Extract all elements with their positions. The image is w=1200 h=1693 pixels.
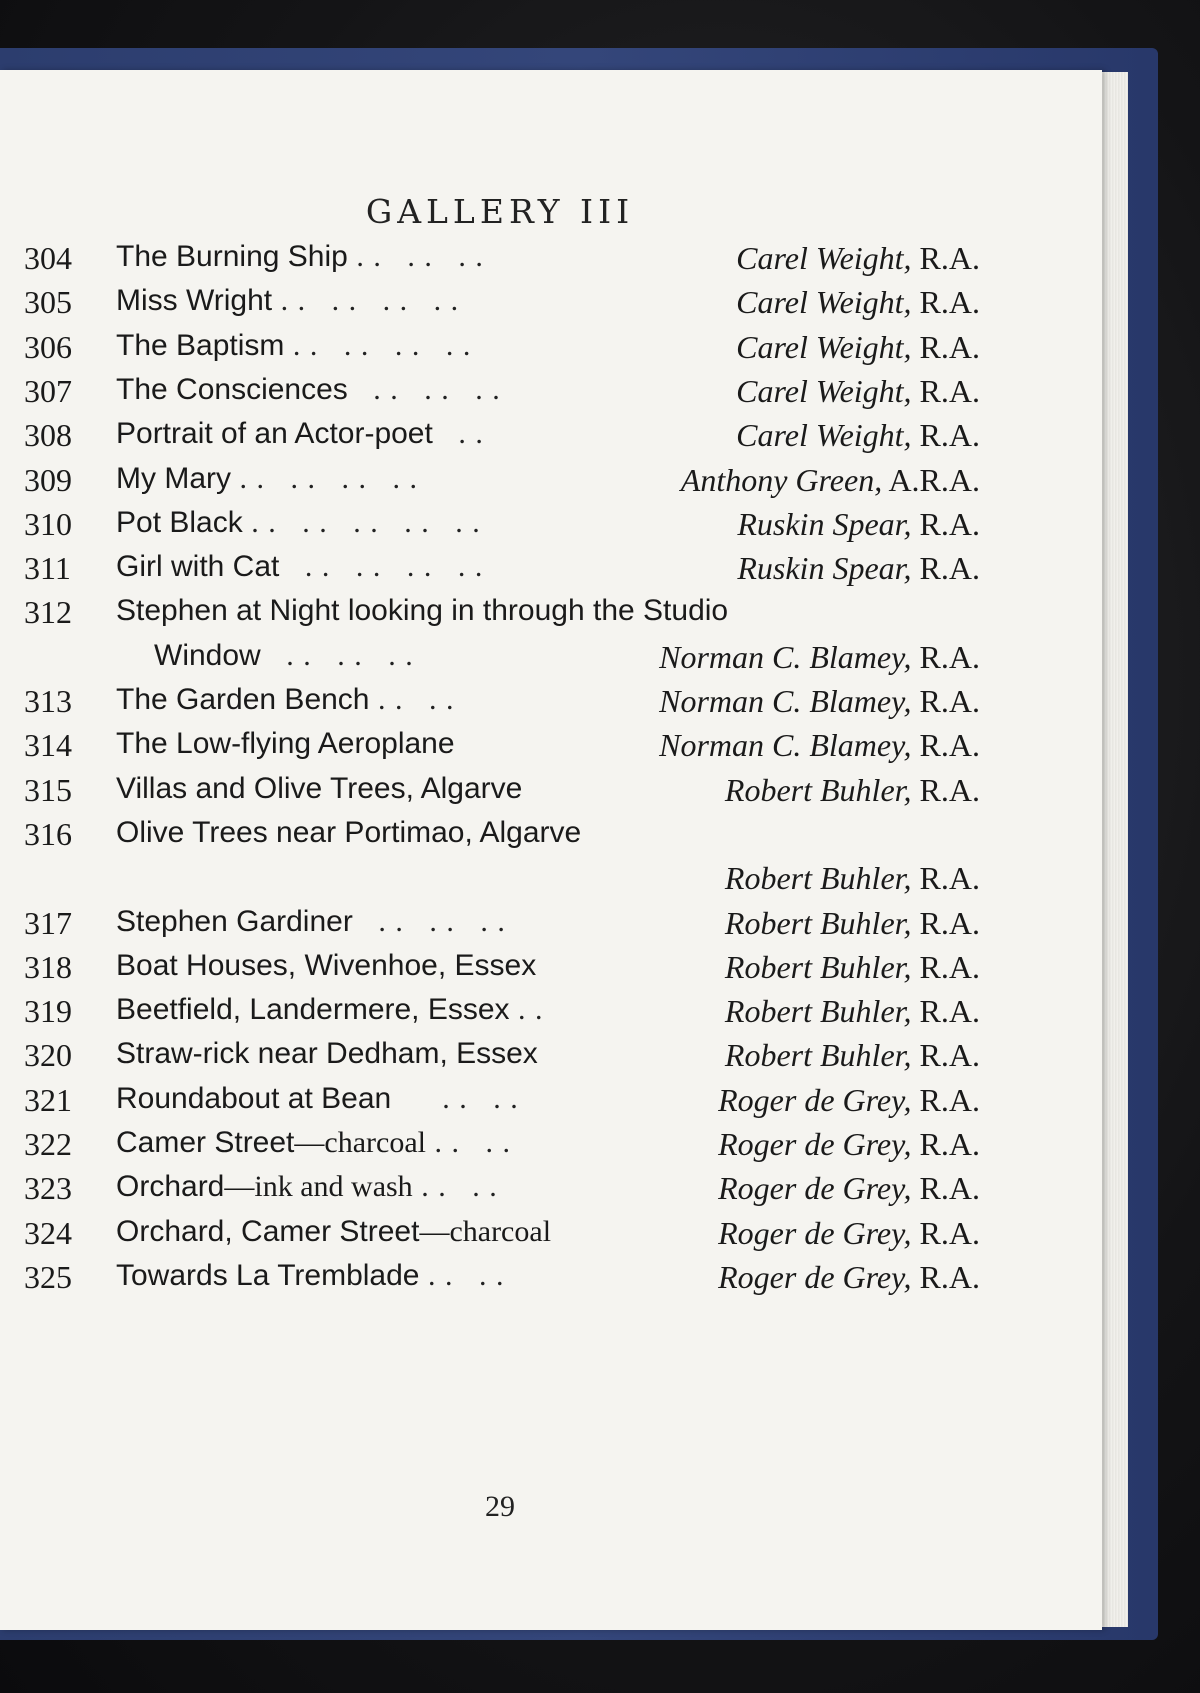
artist-rank: R.A. <box>911 417 980 454</box>
entry-number: 318 <box>24 948 72 985</box>
catalogue-entry <box>0 905 1000 951</box>
entry-number: 316 <box>24 815 72 852</box>
artist-name: Robert Buhler, <box>724 993 912 1030</box>
entry-number: 313 <box>24 683 72 719</box>
entry-number: 320 <box>24 1037 72 1074</box>
catalogue-entry <box>0 462 1000 508</box>
artist-rank: R.A. <box>911 1214 980 1251</box>
artist-rank: R.A. <box>911 328 980 365</box>
catalogue-entry <box>0 550 1000 596</box>
artist-name: Carel Weight, <box>736 284 912 321</box>
entry-title <box>116 506 481 540</box>
entry-number: 307 <box>24 372 72 409</box>
entry-title <box>116 772 522 806</box>
entry-title <box>116 727 455 761</box>
catalogue-entry <box>0 417 1000 463</box>
artist-name: Robert Buhler, <box>724 904 912 941</box>
artist-rank: R.A. <box>911 948 980 985</box>
entry-title-text: The Burning Ship <box>116 240 348 273</box>
entry-number: 312 <box>24 594 72 631</box>
catalogue-page <box>0 70 1102 1630</box>
dot-leader: . . <box>432 417 484 451</box>
entry-title-text: Window <box>154 638 261 672</box>
catalogue-entry <box>0 284 1000 330</box>
catalogue-entry <box>0 373 1000 419</box>
entry-artist <box>725 993 980 1030</box>
entry-artist <box>725 1037 980 1074</box>
entry-title <box>116 594 728 628</box>
entry-title-text: Miss Wright <box>116 284 273 318</box>
entry-title-text: Stephen Gardiner <box>116 904 353 938</box>
entry-number: 317 <box>24 904 72 941</box>
dot-leader: . . . . . . . . . . <box>242 505 481 539</box>
artist-name: Ruskin Spear, <box>737 550 912 587</box>
entry-artist <box>659 639 980 676</box>
artist-name: Carel Weight, <box>736 417 912 454</box>
entry-artist <box>718 1170 980 1207</box>
dot-leader: . . <box>509 993 544 1027</box>
artist-name: Roger de Grey, <box>718 1170 912 1207</box>
artist-rank: R.A. <box>911 1170 980 1207</box>
catalogue-entry <box>0 816 1000 862</box>
entry-title-text: The Garden Bench <box>116 683 370 716</box>
entry-title-text: Villas and Olive Trees, Algarve <box>116 771 523 805</box>
entry-artist <box>736 240 980 277</box>
dot-leader: . . . . <box>419 1258 505 1292</box>
artist-rank: R.A. <box>911 550 980 587</box>
entry-title-text: Towards La Tremblade <box>116 1258 420 1292</box>
artist-rank: R.A. <box>911 1126 980 1162</box>
entry-number: 319 <box>24 993 72 1030</box>
catalogue-entry <box>0 1170 1000 1216</box>
entry-title <box>116 1126 511 1160</box>
artist-name: Roger de Grey, <box>718 1214 912 1251</box>
catalogue-entry <box>0 993 1000 1039</box>
entry-title-text: The Low-flying Aeroplane <box>116 727 455 761</box>
catalogue-entry <box>0 1082 1000 1128</box>
entry-title <box>116 462 418 496</box>
entry-artist <box>736 373 980 410</box>
entry-title-text: Orchard <box>116 1170 225 1204</box>
entry-title-text: Pot Black <box>116 505 243 539</box>
entry-title <box>116 816 581 850</box>
entry-number: 321 <box>24 1081 72 1118</box>
entry-number: 324 <box>24 1214 72 1251</box>
artist-name: Robert Buhler, <box>724 948 912 985</box>
artist-rank: R.A. <box>911 372 980 409</box>
entry-title <box>116 1259 505 1293</box>
entry-artist <box>718 1215 980 1252</box>
entry-title <box>116 949 536 983</box>
entry-title-text: The Consciences <box>116 372 348 406</box>
dot-leader: . . . . . . . . <box>279 550 484 584</box>
entry-title-text: Girl with Cat <box>116 550 280 584</box>
artist-name: Norman C. Blamey, <box>659 727 912 764</box>
artist-name: Ruskin Spear, <box>737 505 912 542</box>
entry-artist <box>737 506 980 543</box>
dot-leader: . . . . . . <box>347 372 501 406</box>
entry-title-text: My Mary <box>116 461 231 495</box>
dot-leader: . . . . . . <box>352 904 506 938</box>
dot-leader: . . . . <box>412 1170 498 1204</box>
entry-title <box>116 683 455 717</box>
dot-leader: . . . . . . . . <box>272 284 460 318</box>
entry-number: 322 <box>24 1126 72 1162</box>
catalogue-entry <box>0 727 1000 773</box>
entry-artist <box>736 417 980 454</box>
artist-name: Norman C. Blamey, <box>659 683 912 719</box>
entry-title-text: Camer Street <box>116 1126 295 1159</box>
artist-name: Roger de Grey, <box>718 1258 912 1295</box>
entry-artist <box>725 949 980 986</box>
catalogue-entry <box>0 860 1000 906</box>
artist-rank: R.A. <box>911 1037 980 1074</box>
artist-rank: R.A. <box>911 727 980 764</box>
dot-leader: . . . . . . . . <box>284 328 472 362</box>
artist-rank: R.A. <box>911 638 980 675</box>
artist-rank: R.A. <box>911 771 980 808</box>
entry-title <box>116 1215 551 1249</box>
entry-title-text: Beetfield, Landermere, Essex <box>116 993 510 1027</box>
catalogue-entry <box>0 772 1000 818</box>
catalogue-entry <box>0 639 1000 685</box>
catalogue-entry <box>0 1259 1000 1305</box>
catalogue-entry <box>0 949 1000 995</box>
artist-rank: R.A. <box>911 240 980 276</box>
entry-artist <box>718 1082 980 1119</box>
artist-rank: A.R.A. <box>882 461 980 498</box>
catalogue-entry <box>0 594 1000 640</box>
entry-medium: —charcoal <box>294 1126 426 1159</box>
gallery-heading: GALLERY III <box>365 192 635 231</box>
entry-number: 306 <box>24 328 72 365</box>
entry-title <box>116 373 501 407</box>
entry-artist <box>725 905 980 942</box>
entry-title <box>116 905 506 939</box>
artist-rank: R.A. <box>911 505 980 542</box>
entry-title <box>116 329 471 363</box>
entry-title <box>116 284 459 318</box>
entry-title-text: Roundabout at Bean <box>116 1081 392 1115</box>
entry-medium: —ink and wash <box>224 1170 413 1204</box>
dot-leader: . . . . . . <box>260 638 414 672</box>
entry-number: 310 <box>24 505 72 542</box>
catalogue-entry <box>0 240 1000 286</box>
entry-title <box>116 417 484 451</box>
entry-title-text: Boat Houses, Wivenhoe, Essex <box>116 948 537 982</box>
entry-title <box>116 1037 538 1071</box>
entry-medium: —charcoal <box>419 1214 552 1248</box>
dot-leader: . . . . . . <box>347 240 484 273</box>
artist-name: Anthony Green, <box>680 461 883 498</box>
artist-name: Roger de Grey, <box>718 1126 912 1162</box>
dot-leader: . . . . <box>369 683 455 716</box>
entry-title-text: Stephen at Night looking in through the Studio <box>116 594 729 628</box>
entry-title <box>116 550 483 584</box>
artist-name: Robert Buhler, <box>724 771 912 808</box>
entry-title <box>116 993 544 1027</box>
entry-number: 305 <box>24 284 72 321</box>
artist-rank: R.A. <box>911 1081 980 1118</box>
entry-artist <box>659 727 980 764</box>
catalogue-entry <box>0 329 1000 375</box>
entry-title-text: The Baptism <box>116 328 285 362</box>
entry-number: 314 <box>24 727 72 764</box>
entry-title-text: Portrait of an Actor-poet <box>116 417 433 451</box>
entry-title <box>116 1170 498 1204</box>
entry-title-text: Straw-rick near Dedham, Essex <box>116 1037 538 1071</box>
entry-artist <box>725 772 980 809</box>
catalogue-entry <box>0 1126 1000 1172</box>
artist-name: Norman C. Blamey, <box>659 638 912 675</box>
entry-number: 304 <box>24 240 72 276</box>
artist-rank: R.A. <box>911 860 980 897</box>
artist-rank: R.A. <box>911 993 980 1030</box>
artist-rank: R.A. <box>911 1258 980 1295</box>
entry-title <box>154 639 414 673</box>
entry-artist <box>736 329 980 366</box>
entry-number: 309 <box>24 461 72 498</box>
entry-number: 315 <box>24 771 72 808</box>
entry-artist <box>718 1259 980 1296</box>
entry-title-text: Orchard, Camer Street <box>116 1214 420 1248</box>
artist-rank: R.A. <box>911 284 980 321</box>
entry-title-text: Olive Trees near Portimao, Algarve <box>116 815 582 849</box>
entry-artist <box>725 860 980 897</box>
entry-number: 311 <box>24 550 71 587</box>
entry-artist <box>736 284 980 321</box>
artist-name: Robert Buhler, <box>724 1037 912 1074</box>
entry-title <box>116 1082 519 1116</box>
catalogue-entry <box>0 1037 1000 1083</box>
dot-leader: . . . . <box>425 1126 511 1159</box>
artist-name: Carel Weight, <box>736 328 912 365</box>
dot-leader: . . . . <box>391 1081 519 1115</box>
catalogue-entry <box>0 683 1000 729</box>
catalogue-entry <box>0 506 1000 552</box>
entry-number: 325 <box>24 1258 72 1295</box>
dot-leader: . . . . . . . . <box>231 461 418 495</box>
artist-rank: R.A. <box>911 683 980 719</box>
artist-name: Roger de Grey, <box>718 1081 912 1118</box>
artist-rank: R.A. <box>911 904 980 941</box>
entry-artist <box>718 1126 980 1163</box>
entry-title <box>116 240 484 274</box>
entry-artist <box>659 683 980 720</box>
entry-number: 323 <box>24 1170 72 1207</box>
artist-name: Carel Weight, <box>736 372 912 409</box>
page-number: 29 <box>485 1490 515 1523</box>
entry-artist <box>681 462 980 499</box>
catalogue-entry <box>0 1215 1000 1261</box>
artist-name: Carel Weight, <box>736 240 912 276</box>
entry-number: 308 <box>24 417 72 454</box>
artist-name: Robert Buhler, <box>724 860 912 897</box>
entry-artist <box>737 550 980 587</box>
